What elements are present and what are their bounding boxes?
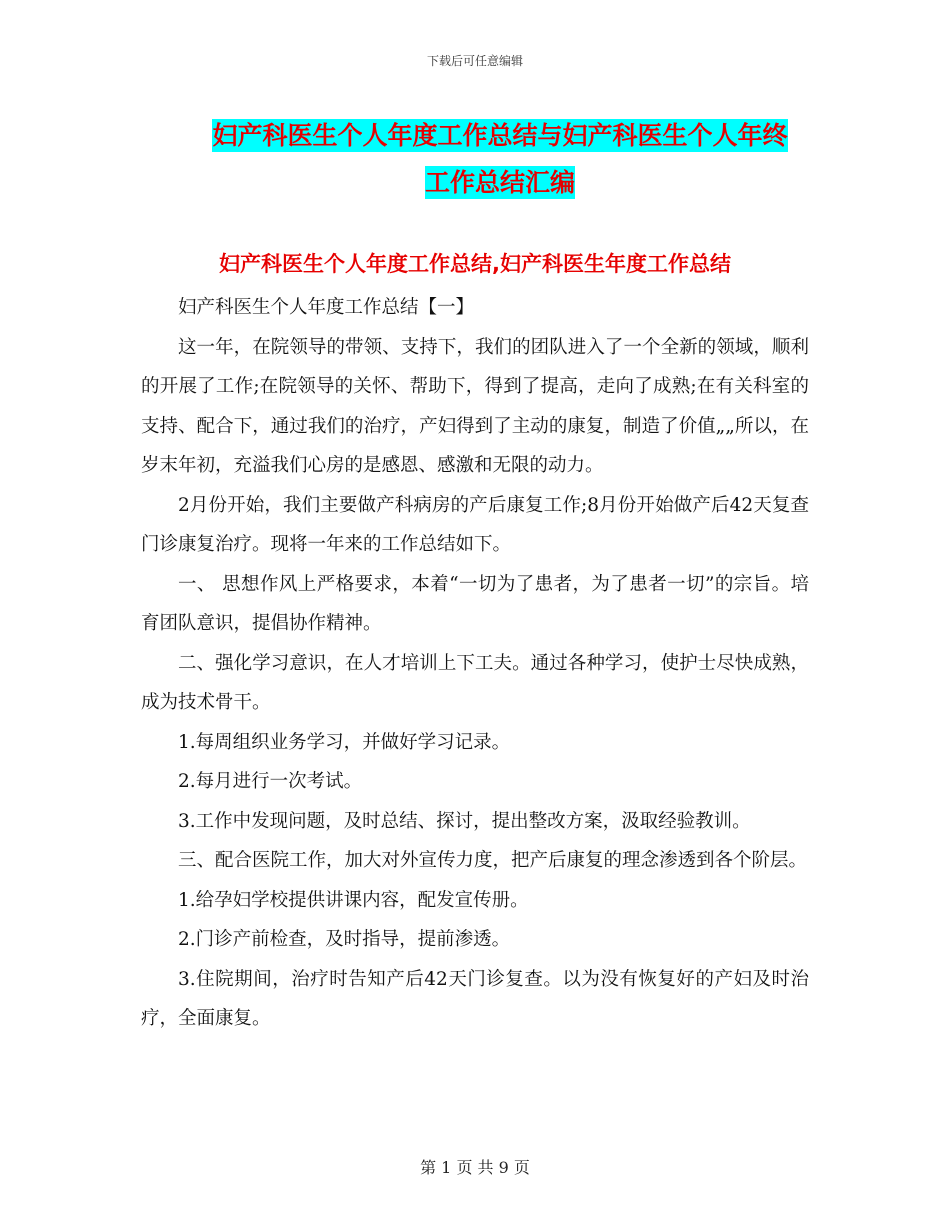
document-title bbox=[120, 112, 880, 206]
page-number: 第 1 页 共 9 页 bbox=[420, 1158, 530, 1177]
section-title: 妇产科医生个人年度工作总结,妇产科医生年度工作总结 bbox=[219, 252, 731, 276]
document-body bbox=[141, 288, 809, 1039]
list-item: 3.住院期间，治疗时告知产后42天门诊复查。以为没有恢复好的产妇及时治疗，全面康复。 bbox=[141, 968, 809, 1029]
list-item: 3.工作中发现问题，及时总结、探讨，提出整改方案，汲取经验教训。 bbox=[178, 810, 751, 832]
paragraph: 这一年，在院领导的带领、支持下，我们的团队进入了一个全新的领域，顺利的开展了工作;在院领导的关怀、帮助下，得到了提高，走向了成熟;在有关科室的支持、配合下，通过我们的治疗，产妇得到了主动的康复，制造了价值„„所以，在岁末年初，充溢我们心房的是感恩、感激和无限的动力。 bbox=[141, 336, 809, 476]
document-title-line-1: 妇产科医生个人年度工作总结与妇产科医生个人年终 bbox=[212, 121, 788, 150]
list-item: 1.每周组织业务学习，并做好学习记录。 bbox=[178, 731, 511, 753]
paragraph: 一、 思想作风上严格要求，本着“一切为了患者，为了患者一切”的宗旨。培育团队意识，提倡协作精神。 bbox=[141, 573, 809, 634]
paragraph: 二、强化学习意识，在人才培训上下工夫。通过各种学习，使护士尽快成熟，成为技术骨干。 bbox=[141, 652, 809, 713]
paragraph: 三、配合医院工作，加大对外宣传力度，把产后康复的理念渗透到各个阶层。 bbox=[178, 850, 808, 871]
document-title-line-2: 工作总结汇编 bbox=[424, 168, 575, 197]
list-item: 2.门诊产前检查，及时指导，提前渗透。 bbox=[178, 929, 511, 950]
paragraph-section-heading: 妇产科医生个人年度工作总结【一】 bbox=[178, 297, 475, 318]
paragraph: 2月份开始，我们主要做产科病房的产后康复工作;8月份开始做产后42天复查门诊康复治疗。现将一年来的工作总结如下。 bbox=[141, 494, 809, 555]
header-note: 下载后可任意编辑 bbox=[426, 54, 523, 68]
list-item: 1.给孕妇学校提供讲课内容，配发宣传册。 bbox=[178, 889, 529, 911]
list-item: 2.每月进行一次考试。 bbox=[178, 771, 363, 792]
